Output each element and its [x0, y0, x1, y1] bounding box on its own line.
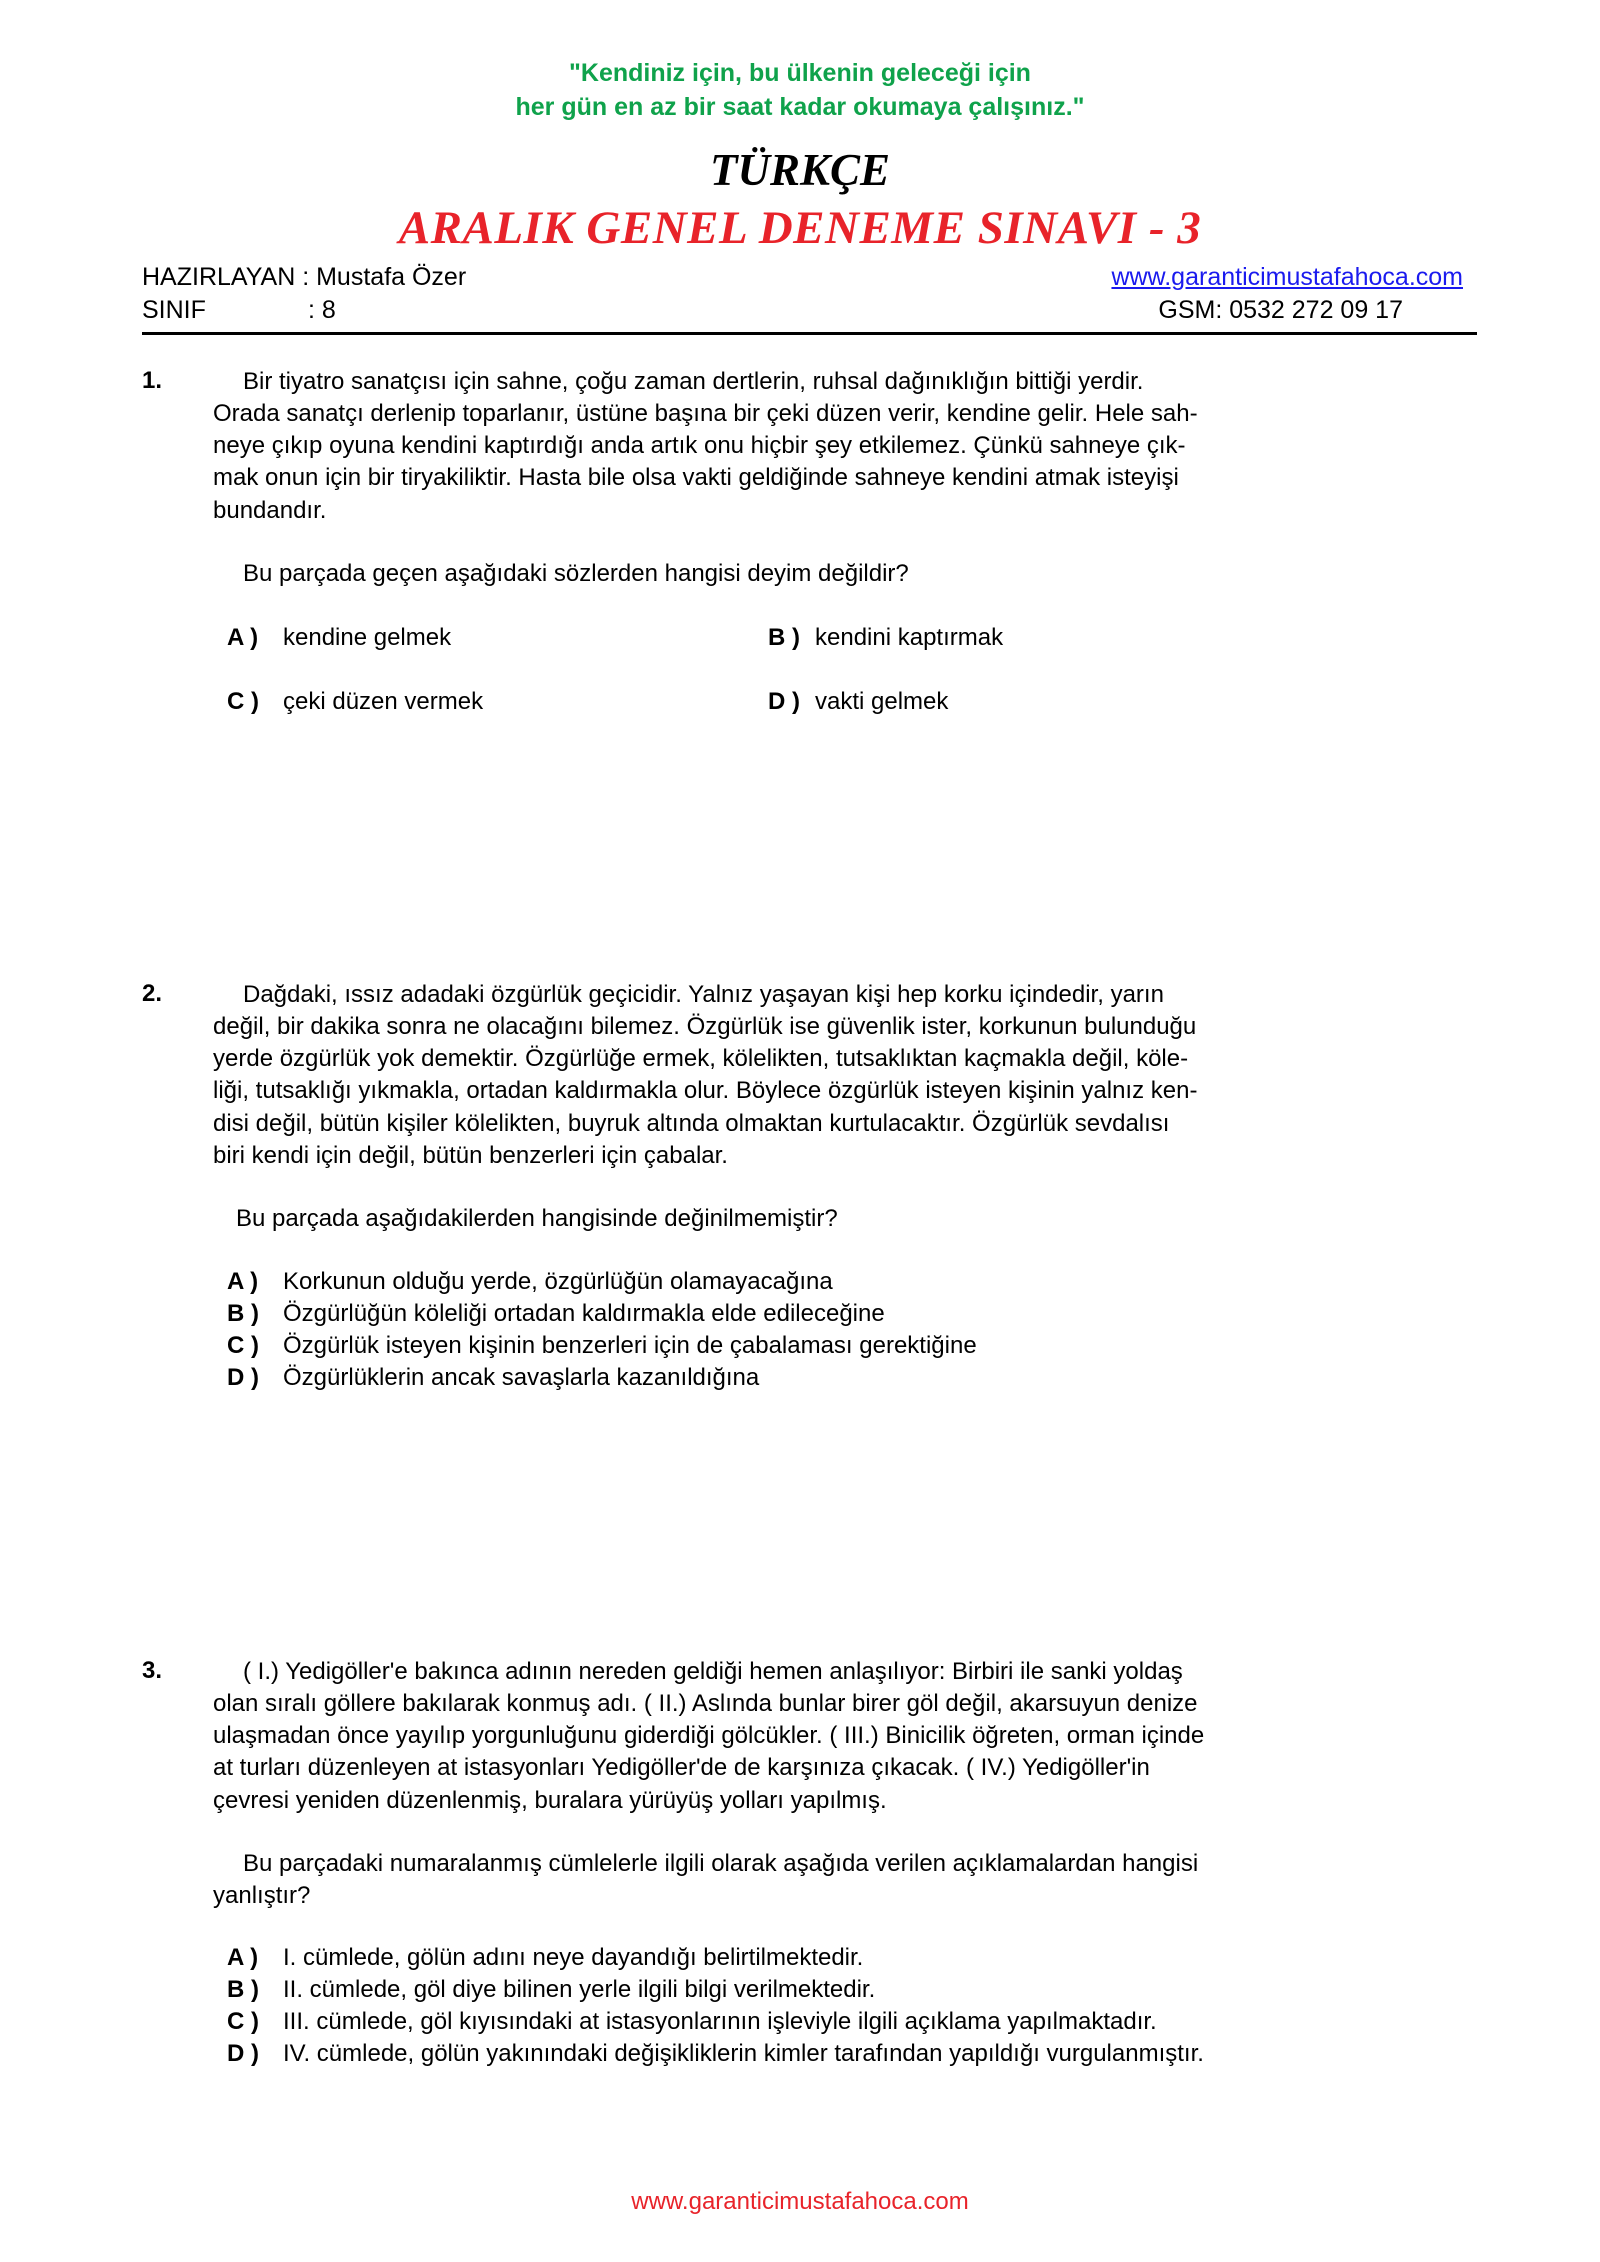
question-3-option-c-letter[interactable]: C ) [227, 2008, 259, 2035]
question-1-prompt: Bu parçada geçen aşağıdaki sözlerden hangisi deyim değildir? [243, 560, 909, 587]
question-2-option-d-letter[interactable]: D ) [227, 1364, 259, 1391]
question-1-line: Orada sanatçı derlenip toparlanır, üstüne başına bir çeki düzen verir, kendine gelir. Hele sah- [213, 400, 1198, 427]
question-1-option-b-text[interactable]: kendini kaptırmak [815, 624, 1004, 651]
exam-title: ARALIK GENEL DENEME SINAVI - 3 [398, 202, 1202, 254]
question-2-option-a-text[interactable]: Korkunun olduğu yerde, özgürlüğün olamayacağına [283, 1268, 833, 1295]
gsm-number: GSM: 0532 272 09 17 [1158, 296, 1403, 324]
question-3-option-a-text[interactable]: I. cümlede, gölün adını neye dayandığı belirtilmektedir. [283, 1944, 864, 1971]
question-3-line: ( I.) Yedigöller'e bakınca adının nereden geldiği hemen anlaşılıyor: Birbiri ile sanki yoldaş [243, 1658, 1183, 1685]
question-2-line: yerde özgürlük yok demektir. Özgürlüğe ermek, kölelikten, tutsaklıktan kaçmakla değil, köle- [213, 1045, 1189, 1072]
question-1-option-b-letter[interactable]: B ) [768, 624, 800, 651]
question-2-option-b-text[interactable]: Özgürlüğün köleliği ortadan kaldırmakla elde edileceğine [283, 1300, 885, 1327]
subject-title: TÜRKÇE [709, 145, 891, 195]
question-3-option-a-letter[interactable]: A ) [227, 1944, 259, 1971]
question-3-option-d-text[interactable]: IV. cümlede, gölün yakınındaki değişikliklerin kimler tarafından yapıldığı vurgulanmıştır. [283, 2040, 1204, 2067]
question-1-option-a-text[interactable]: kendine gelmek [283, 624, 452, 651]
question-1-option-d-text[interactable]: vakti gelmek [815, 688, 949, 715]
question-1-number: 1. [142, 367, 163, 394]
question-1-option-d-letter[interactable]: D ) [768, 688, 800, 715]
class-value: : 8 [308, 296, 336, 324]
question-3-line: at turları düzenleyen at istasyonları Yedigöller'de de karşınıza çıkacak. ( IV.) Yedigöller'in [213, 1754, 1150, 1781]
question-3-option-b-text[interactable]: II. cümlede, göl diye bilinen yerle ilgili bilgi verilmektedir. [283, 1976, 876, 2003]
website-link[interactable]: www.garanticimustafahoca.com [1111, 263, 1463, 291]
question-3-option-b-letter[interactable]: B ) [227, 1976, 259, 2003]
question-2-line: biri kendi için değil, bütün benzerleri için çabalar. [213, 1142, 728, 1169]
question-1-option-a-letter[interactable]: A ) [227, 624, 259, 651]
question-2-line: değil, bir dakika sonra ne olacağını bilemez. Özgürlük ise güvenlik ister, korkunun bulunduğu [213, 1013, 1197, 1040]
question-1-line: neye çıkıp oyuna kendini kaptırdığı anda artık onu hiçbir şey etkilemez. Çünkü sahneye çık- [213, 432, 1186, 459]
motto-line-2: her gün en az bir saat kadar okumaya çalışınız." [515, 93, 1085, 121]
question-2-line: liği, tutsaklığı yıkmakla, ortadan kaldırmakla olur. Böylece özgürlük isteyen kişinin yalnız ken- [213, 1077, 1198, 1104]
question-3-line: çevresi yeniden düzenlenmiş, buralara yürüyüş yolları yapılmış. [213, 1787, 887, 1814]
question-3-number: 3. [142, 1657, 163, 1684]
question-2-option-a-letter[interactable]: A ) [227, 1268, 259, 1295]
question-2-option-c-letter[interactable]: C ) [227, 1332, 259, 1359]
question-1-line: bundandır. [213, 497, 327, 524]
question-1-line: Bir tiyatro sanatçısı için sahne, çoğu zaman dertlerin, ruhsal dağınıklığın bittiği yerdir. [243, 368, 1144, 395]
motto-line-1: "Kendiniz için, bu ülkenin geleceği için [569, 59, 1031, 87]
question-2-option-b-letter[interactable]: B ) [227, 1300, 259, 1327]
question-2-line: Dağdaki, ıssız adadaki özgürlük geçicidir. Yalnız yaşayan kişi hep korku içindedir, yarın [243, 981, 1164, 1008]
question-1-option-c-letter[interactable]: C ) [227, 688, 259, 715]
question-2-prompt: Bu parçada aşağıdakilerden hangisinde değinilmemiştir? [236, 1205, 838, 1232]
header-divider [142, 332, 1477, 335]
question-3-prompt-cont: yanlıştır? [213, 1882, 311, 1909]
question-1-line: mak onun için bir tiryakiliktir. Hasta bile olsa vakti geldiğinde sahneye kendini atmak isteyişi [213, 464, 1179, 491]
question-2-number: 2. [142, 980, 163, 1007]
question-3-line: ulaşmadan önce yayılıp yorgunluğunu giderdiği gölcükler. ( III.) Binicilik öğreten, orman içinde [213, 1722, 1205, 1749]
question-2-option-d-text[interactable]: Özgürlüklerin ancak savaşlarla kazanıldığına [283, 1364, 760, 1391]
question-3-option-c-text[interactable]: III. cümlede, göl kıyısındaki at istasyonlarının işleviyle ilgili açıklama yapılmaktadır. [283, 2008, 1157, 2035]
question-1-option-c-text[interactable]: çeki düzen vermek [283, 688, 484, 715]
question-2-option-c-text[interactable]: Özgürlük isteyen kişinin benzerleri için de çabalaması gerektiğine [283, 1332, 977, 1359]
question-3-option-d-letter[interactable]: D ) [227, 2040, 259, 2067]
question-3-prompt: Bu parçadaki numaralanmış cümlelerle ilgili olarak aşağıda verilen açıklamalardan hangisi [243, 1850, 1199, 1877]
footer-website[interactable]: www.garanticimustafahoca.com [631, 2188, 969, 2215]
question-3-line: olan sıralı göllere bakılarak konmuş adı. ( II.) Aslında bunlar birer göl değil, akarsuyun denize [213, 1690, 1198, 1717]
class-label: SINIF [142, 296, 206, 324]
prepared-by: HAZIRLAYAN : Mustafa Özer [142, 263, 467, 291]
question-2-line: disi değil, bütün kişiler kölelikten, buyruk altında olmaktan kurtulacaktır. Özgürlük sevdalısı [213, 1110, 1170, 1137]
